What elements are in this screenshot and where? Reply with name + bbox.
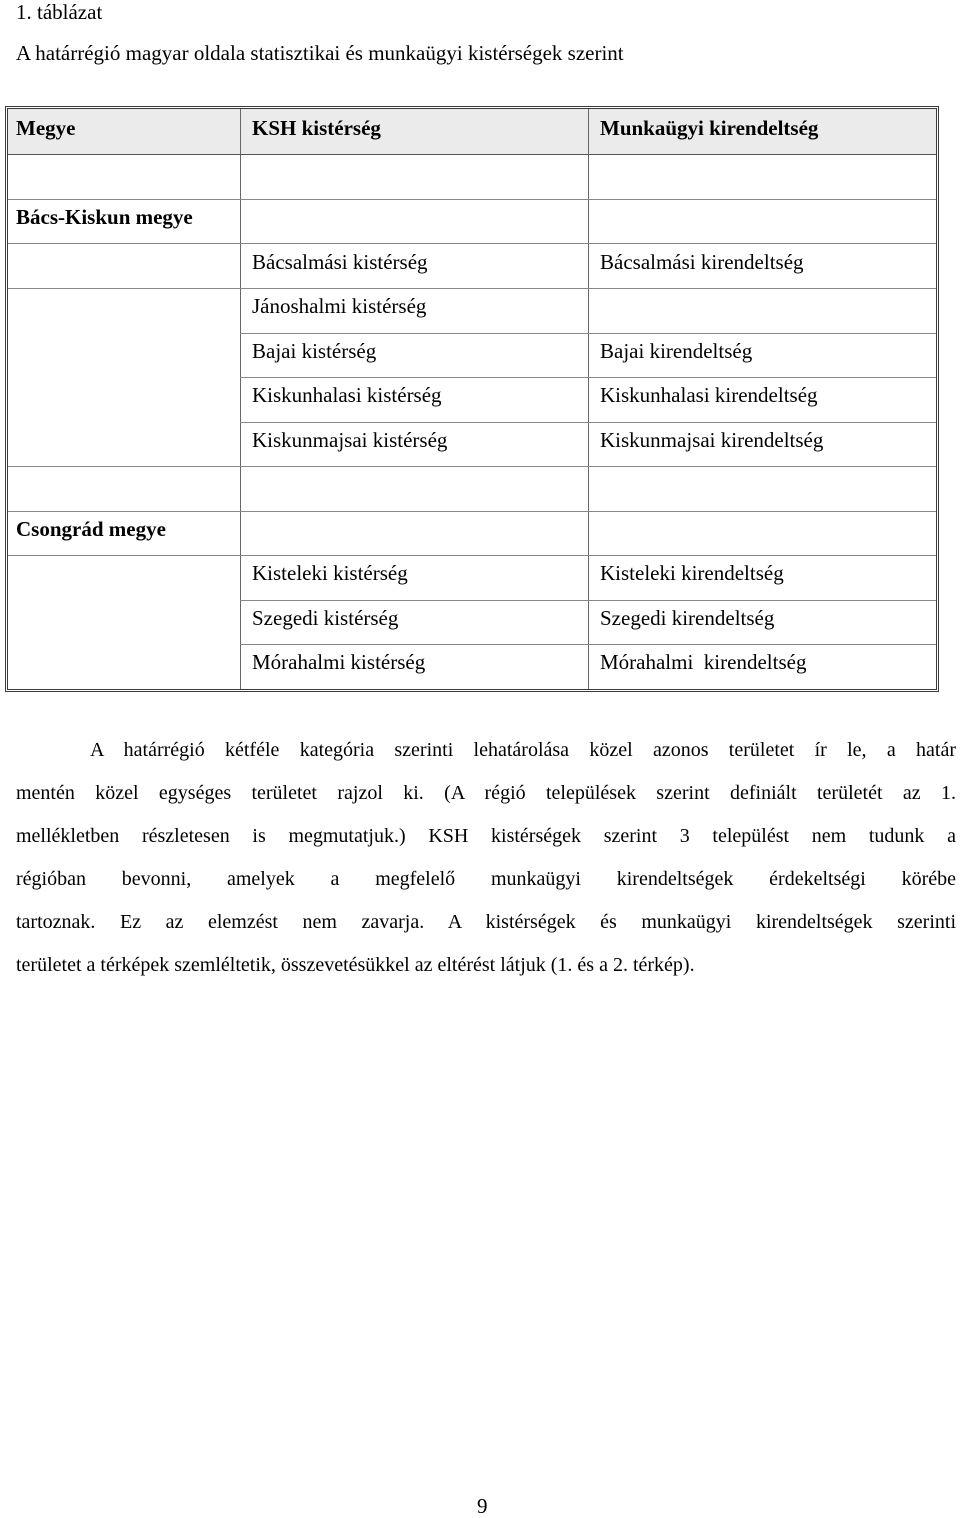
ksh-cell: Szegedi kistérség [252,606,399,630]
office-cell: Kisteleki kirendeltség [600,561,784,585]
row-divider [8,243,936,244]
ksh-cell: Bajai kistérség [252,339,377,363]
table-label: 1. táblázat [16,0,103,24]
office-cell: Kiskunmajsai kirendeltség [600,428,824,452]
ksh-cell: Bácsalmási kistérség [252,250,428,274]
column-divider [240,109,241,689]
column-divider [588,109,589,689]
office-cell: Bácsalmási kirendeltség [600,250,804,274]
ksh-cell: Kisteleki kistérség [252,561,408,585]
row-divider [8,511,936,512]
paragraph-line: mellékletben részletesen is megmutatjuk.) KSH kistérségek szerint 3 települést nem tudunk a [16,825,956,847]
paragraph-line: mentén közel egységes területet rajzol ki. (A régió települések szerint definiált területét az 1. [16,782,956,804]
row-divider [240,600,936,601]
row-divider [8,466,936,467]
header-ksh: KSH kistérség [252,116,381,140]
header-county: Megye [16,116,76,140]
row-divider [240,333,936,334]
county-table [5,106,939,692]
office-cell: Szegedi kirendeltség [600,606,775,630]
header-divider [8,154,936,155]
row-divider [8,199,936,200]
row-divider [8,555,936,556]
paragraph-line: területet a térképek szemléltetik, összevetésükkel az eltérést látjuk (1. és a 2. térkép). [16,954,695,976]
office-cell: Bajai kirendeltség [600,339,753,363]
table-title: A határrégió magyar oldala statisztikai és munkaügyi kistérségek szerint [16,41,624,65]
page-number: 9 [477,1494,488,1518]
office-cell: Kiskunhalasi kirendeltség [600,383,818,407]
row-divider [8,288,936,289]
paragraph-line: A határrégió kétféle kategória szerinti lehatárolása közel azonos területet ír le, a határ [90,739,956,761]
county-name: Bács-Kiskun megye [16,205,193,229]
paragraph-line: tartoznak. Ez az elemzést nem zavarja. A kistérségek és munkaügyi kirendeltségek szerinti [16,911,956,933]
paragraph-line: régióban bevonni, amelyek a megfelelő munkaügyi kirendeltségek érdekeltségi körébe [16,868,956,890]
county-name: Csongrád megye [16,517,166,541]
ksh-cell: Kiskunhalasi kistérség [252,383,442,407]
office-cell: Mórahalmi kirendeltség [600,650,807,674]
ksh-cell: Jánoshalmi kistérség [252,294,427,318]
row-divider [240,644,936,645]
row-divider [240,377,936,378]
ksh-cell: Kiskunmajsai kistérség [252,428,448,452]
ksh-cell: Mórahalmi kistérség [252,650,426,674]
header-office: Munkaügyi kirendeltség [600,116,819,140]
row-divider [240,422,936,423]
